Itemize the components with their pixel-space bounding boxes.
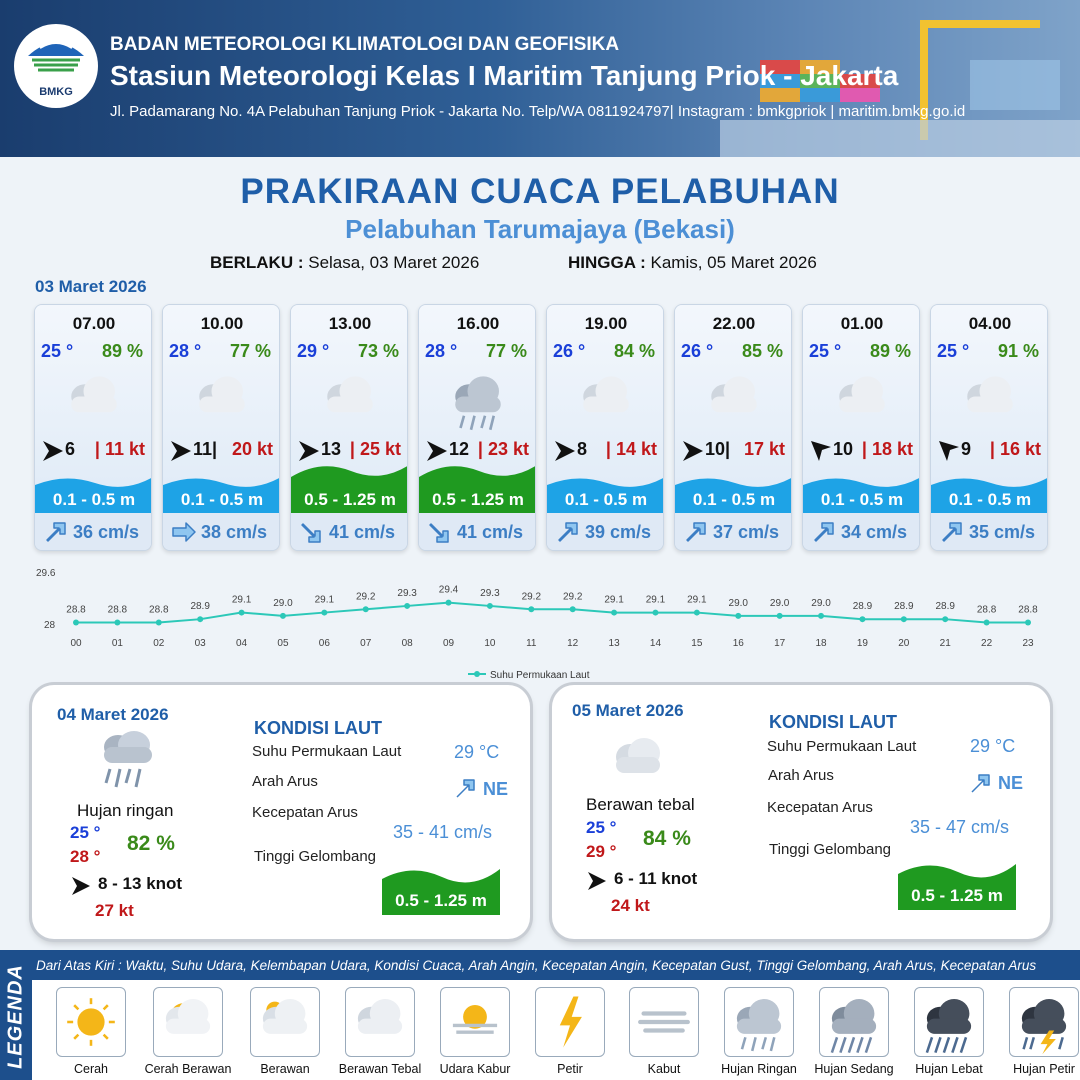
legend-label: Petir <box>522 1062 618 1076</box>
day2-humidity: 82 % <box>127 832 175 855</box>
card-weather <box>182 365 262 435</box>
day1-date: 03 Maret 2026 <box>35 277 147 296</box>
legend-item <box>629 987 699 1057</box>
x-tick-label: 00 <box>70 638 82 649</box>
hourly-card <box>162 304 280 551</box>
cerah-berawan-icon <box>154 988 222 1056</box>
card-gust: 17 kt <box>743 439 785 459</box>
card-gust: 20 kt <box>231 439 273 459</box>
day2-sea-title: KONDISI LAUT <box>254 718 382 738</box>
day2-wind: 8 - 13 knot <box>98 874 183 893</box>
data-point <box>528 606 534 612</box>
day2-sst: 29 °C <box>454 742 500 762</box>
card-current-direction <box>811 519 837 545</box>
port-name: Pelabuhan Tarumajaya (Bekasi) <box>345 214 735 244</box>
card-current-speed: 41 cm/s <box>457 522 524 542</box>
x-tick-label: 06 <box>318 638 330 649</box>
data-label: 29.1 <box>687 594 707 606</box>
card-wind-direction <box>809 439 833 463</box>
card-temperature: 26 ° <box>553 341 586 361</box>
current-arrow-ne-icon <box>555 519 581 545</box>
card-wave-height: 0.1 - 0.5 m <box>564 490 648 509</box>
data-point <box>73 620 79 626</box>
data-label: 29.3 <box>397 587 417 599</box>
data-label: 28.9 <box>894 601 914 613</box>
data-label: 29.1 <box>314 594 335 606</box>
data-point <box>652 610 658 616</box>
day3-current-speed: 35 - 47 cm/s <box>910 817 1010 837</box>
x-tick-label: 18 <box>815 638 827 649</box>
card-humidity: 77 % <box>485 341 527 361</box>
card-wind-speed: 6 <box>65 439 76 459</box>
card-wave-height: 0.1 - 0.5 m <box>692 490 776 509</box>
card-temperature: 25 ° <box>41 341 74 361</box>
card-wind-speed: 12 <box>449 439 470 459</box>
legend-item <box>914 987 984 1057</box>
bmkg-logo <box>14 24 98 108</box>
berawan-tebal-icon <box>346 988 414 1056</box>
card-current-speed: 38 cm/s <box>201 522 268 542</box>
legend-item <box>440 987 510 1057</box>
current-arrow-se-icon <box>299 519 325 545</box>
day2-condition: Hujan ringan <box>77 801 174 820</box>
legend-label: Suhu Permukaan Laut <box>490 670 590 681</box>
card-wind-direction <box>169 439 193 463</box>
data-label: 28.8 <box>1018 604 1038 616</box>
card-current-speed: 37 cm/s <box>713 522 780 542</box>
card-weather <box>438 365 518 435</box>
day3-date: 05 Maret 2026 <box>572 701 684 720</box>
berawan-tebal-icon <box>694 365 774 435</box>
day3-sea-title: KONDISI LAUT <box>769 712 897 732</box>
day3-wind: 6 - 11 knot <box>614 869 698 888</box>
data-label: 28.8 <box>66 604 86 616</box>
data-point <box>735 613 741 619</box>
data-point <box>280 613 286 619</box>
data-point <box>197 616 203 622</box>
data-label: 29.4 <box>438 584 459 596</box>
hourly-card <box>674 304 792 551</box>
card-wave-height: 0.5 - 1.25 m <box>432 490 524 509</box>
berawan-tebal-icon <box>182 365 262 435</box>
data-label: 28.9 <box>190 601 210 613</box>
data-point <box>859 616 865 622</box>
data-point <box>156 620 162 626</box>
day3-wave <box>898 862 1016 910</box>
x-tick-label: 02 <box>153 638 165 649</box>
card-wind-direction <box>297 439 321 463</box>
x-tick-label: 03 <box>194 638 206 649</box>
wind-arrow-east-icon <box>553 439 577 463</box>
x-tick-label: 04 <box>236 638 248 649</box>
card-wind-speed: 10 <box>833 439 854 459</box>
card-wind-direction <box>41 439 65 463</box>
berawan-tebal-icon <box>566 365 646 435</box>
sea-surface-temperature-chart <box>28 560 1058 690</box>
card-weather <box>54 365 134 435</box>
data-point <box>487 603 493 609</box>
data-label: 29.0 <box>273 597 293 609</box>
card-current-direction <box>427 519 453 545</box>
data-point <box>114 620 120 626</box>
x-tick-label: 13 <box>608 638 620 649</box>
card-current-speed: 35 cm/s <box>969 522 1036 542</box>
data-point <box>446 600 452 606</box>
data-label: 29.2 <box>562 591 583 603</box>
card-wind-speed: 8 <box>577 439 588 459</box>
data-label: 28.8 <box>149 604 169 616</box>
day3-humidity: 84 % <box>643 827 691 850</box>
data-point <box>818 613 824 619</box>
hourly-card <box>930 304 1048 551</box>
current-arrow-east-icon <box>171 519 197 545</box>
card-wind-speed: 9 <box>961 439 972 459</box>
data-label: 29.0 <box>728 597 748 609</box>
x-tick-label: 17 <box>774 638 786 649</box>
udara-kabur-icon <box>441 988 509 1056</box>
bmkg-emblem-icon <box>14 24 98 84</box>
card-wind-direction <box>553 439 577 463</box>
day2-current-speed-label: Kecepatan Arus <box>252 804 358 821</box>
card-current-direction <box>171 519 197 545</box>
legend-item <box>724 987 794 1057</box>
card-weather <box>566 365 646 435</box>
data-point <box>694 610 700 616</box>
day2-temp-min: 25 ° <box>70 823 101 842</box>
current-arrow-ne-icon <box>43 519 69 545</box>
berawan-tebal-icon <box>950 365 1030 435</box>
legend-item <box>345 987 415 1057</box>
legend-item <box>535 987 605 1057</box>
day2-temp-max: 28 ° <box>70 847 101 866</box>
data-label: 28.8 <box>107 604 128 616</box>
data-label: 28.9 <box>935 601 955 613</box>
wind-arrow-east-icon <box>586 870 608 892</box>
legend-label: Hujan Sedang <box>806 1062 902 1076</box>
card-weather <box>694 365 774 435</box>
hujan-petir-icon <box>1010 988 1078 1056</box>
legend-item <box>250 987 320 1057</box>
valid-to: HINGGA : Kamis, 05 Maret 2026 <box>568 253 817 272</box>
card-current-speed: 34 cm/s <box>841 522 908 542</box>
x-tick-label: 16 <box>732 638 744 649</box>
card-temperature: 28 ° <box>169 341 202 361</box>
x-tick-label: 23 <box>1022 638 1034 649</box>
hourly-card <box>34 304 152 551</box>
data-point <box>901 616 907 622</box>
agency-name: BADAN METEOROLOGI KLIMATOLOGI DAN GEOFISIKA <box>110 34 620 55</box>
legend-label: Berawan <box>237 1062 333 1076</box>
hujan-sedang-icon <box>820 988 888 1056</box>
day2-sst-label: Suhu Permukaan Laut <box>252 743 402 760</box>
day3-current-dir-label: Arah Arus <box>768 767 834 784</box>
card-gust: | 11 kt <box>94 439 145 459</box>
hujan-lebat-icon <box>915 988 983 1056</box>
header-banner <box>0 0 1080 157</box>
data-label: 29.1 <box>645 594 666 606</box>
day2-gust: 27 kt <box>95 901 134 920</box>
current-arrow-ne-icon <box>939 519 965 545</box>
card-temperature: 26 ° <box>681 341 714 361</box>
data-point <box>239 610 245 616</box>
wind-arrow-east-icon <box>297 439 321 463</box>
legend-item <box>819 987 889 1057</box>
data-point <box>570 606 576 612</box>
wind-arrow-nw-icon <box>809 439 833 463</box>
x-tick-label: 12 <box>567 638 579 649</box>
card-humidity: 89 % <box>869 341 911 361</box>
berawan-tebal-icon <box>54 365 134 435</box>
data-label: 29.1 <box>604 594 624 606</box>
hourly-card <box>290 304 408 551</box>
legend-label: Berawan Tebal <box>332 1062 428 1076</box>
card-humidity: 77 % <box>229 341 271 361</box>
hourly-card <box>546 304 664 551</box>
day3-sst-label: Suhu Permukaan Laut <box>767 738 917 755</box>
wind-arrow-nw-icon <box>937 439 961 463</box>
current-arrow-ne-icon <box>811 519 837 545</box>
x-tick-label: 01 <box>111 638 123 649</box>
data-point <box>777 613 783 619</box>
legend-label: Hujan Lebat <box>901 1062 997 1076</box>
legend-label: Udara Kabur <box>427 1062 523 1076</box>
day3-wave-label: Tinggi Gelombang <box>769 841 892 858</box>
x-tick-label: 19 <box>856 638 868 649</box>
legend-item <box>153 987 223 1057</box>
card-time: 22.00 <box>712 314 756 333</box>
data-point <box>404 603 410 609</box>
legend-description: Dari Atas Kiri : Waktu, Suhu Udara, Kelembapan Udara, Kondisi Cuaca, Arah Angin, Kecepatan Angin, Kecepatan Gust, Tinggi Gelombang, Arah Arus, Kecepatan Arus <box>36 958 1037 973</box>
card-time: 10.00 <box>200 314 244 333</box>
card-wave-height: 0.1 - 0.5 m <box>820 490 904 509</box>
card-current-speed: 39 cm/s <box>585 522 652 542</box>
day3-wave-text: 0.5 - 1.25 m <box>911 886 1003 905</box>
x-tick-label: 11 <box>526 638 537 649</box>
data-label: 29.0 <box>811 597 831 609</box>
hourly-card <box>418 304 536 551</box>
x-tick-label: 07 <box>360 638 372 649</box>
day2-wave-label: Tinggi Gelombang <box>254 848 377 865</box>
card-wind-direction <box>681 439 705 463</box>
berawan-tebal-icon <box>310 365 390 435</box>
kabut-icon <box>630 988 698 1056</box>
day2-date: 04 Maret 2026 <box>57 705 169 724</box>
card-current-direction <box>939 519 965 545</box>
berawan-icon <box>251 988 319 1056</box>
card-humidity: 85 % <box>741 341 783 361</box>
cerah-icon <box>57 988 125 1056</box>
data-label: 29.1 <box>231 594 252 606</box>
station-name: Stasiun Meteorologi Kelas I Maritim Tanjung Priok - Jakarta <box>110 60 899 91</box>
card-humidity: 73 % <box>357 341 399 361</box>
legend-icons <box>32 980 1080 1080</box>
x-tick-label: 14 <box>649 638 662 649</box>
current-arrow-ne-icon <box>683 519 709 545</box>
wind-arrow-east-icon <box>41 439 65 463</box>
wind-arrow-east-icon <box>681 439 705 463</box>
page-title: PRAKIRAAN CUACA PELABUHAN <box>240 172 840 211</box>
legend-label: Hujan Petir <box>996 1062 1080 1076</box>
current-arrow-ne-icon <box>453 777 477 801</box>
card-wave-height: 0.5 - 1.25 m <box>304 490 396 509</box>
hujan-ringan-icon <box>438 365 518 435</box>
card-humidity: 89 % <box>101 341 143 361</box>
card-weather <box>822 365 902 435</box>
series-line <box>76 603 1028 623</box>
day3-current-speed-label: Kecepatan Arus <box>767 799 873 816</box>
x-tick-label: 21 <box>939 638 951 649</box>
hujan-ringan-icon <box>90 725 160 795</box>
card-wind-speed: 10| <box>705 439 731 459</box>
card-time: 19.00 <box>584 314 628 333</box>
legend-item <box>1009 987 1079 1057</box>
legend-marker <box>474 671 480 677</box>
hujan-ringan-icon <box>725 988 793 1056</box>
berawan-tebal-icon <box>608 733 666 781</box>
data-label: 28.8 <box>976 604 997 616</box>
data-point <box>611 610 617 616</box>
legend-label: Kabut <box>616 1062 712 1076</box>
x-tick-label: 10 <box>484 638 496 649</box>
card-gust: | 25 kt <box>349 439 401 459</box>
card-time: 04.00 <box>968 314 1012 333</box>
hourly-card <box>802 304 920 551</box>
valid-from: BERLAKU : Selasa, 03 Maret 2026 <box>210 253 480 272</box>
day2-wave-text: 0.5 - 1.25 m <box>395 891 487 910</box>
card-gust: | 18 kt <box>861 439 913 459</box>
day2-current-speed: 35 - 41 cm/s <box>393 822 493 842</box>
data-point <box>984 620 990 626</box>
legend-item <box>56 987 126 1057</box>
card-wind-direction <box>937 439 961 463</box>
data-point <box>1025 620 1031 626</box>
card-wind-speed: 13 <box>321 439 342 459</box>
day2-wave <box>382 867 500 915</box>
card-time: 13.00 <box>328 314 372 333</box>
card-gust: | 14 kt <box>605 439 657 459</box>
x-tick-label: 15 <box>691 638 703 649</box>
day2-current-dir: NE <box>483 779 509 799</box>
card-humidity: 84 % <box>613 341 655 361</box>
wind-arrow-east-icon <box>425 439 449 463</box>
card-weather <box>950 365 1030 435</box>
legend-label: Cerah Berawan <box>140 1062 236 1076</box>
y-tick-label: 28 <box>44 620 56 631</box>
day2-panel <box>32 685 530 939</box>
card-humidity: 91 % <box>997 341 1039 361</box>
card-temperature: 29 ° <box>297 341 330 361</box>
day3-gust: 24 kt <box>611 896 650 915</box>
card-gust: | 16 kt <box>989 439 1041 459</box>
day3-condition: Berawan tebal <box>586 795 695 814</box>
card-temperature: 28 ° <box>425 341 458 361</box>
card-wind-direction <box>425 439 449 463</box>
card-time: 16.00 <box>456 314 500 333</box>
petir-icon <box>536 988 604 1056</box>
data-label: 29.2 <box>356 591 376 603</box>
card-current-speed: 36 cm/s <box>73 522 140 542</box>
x-tick-label: 05 <box>277 638 289 649</box>
card-wave-height: 0.1 - 0.5 m <box>180 490 264 509</box>
legend-title: LEGENDA <box>4 964 27 1069</box>
legend-label: Hujan Ringan <box>711 1062 807 1076</box>
card-wave-height: 0.1 - 0.5 m <box>948 490 1032 509</box>
data-label: 28.9 <box>852 601 873 613</box>
card-weather <box>310 365 390 435</box>
logo-text: BMKG <box>39 86 73 98</box>
card-time: 07.00 <box>72 314 116 333</box>
day3-temp-max: 29 ° <box>586 842 617 861</box>
data-label: 29.0 <box>769 597 790 609</box>
data-point <box>321 610 327 616</box>
card-wind-speed: 11| <box>193 439 218 459</box>
x-tick-label: 09 <box>442 638 455 649</box>
station-address: Jl. Padamarang No. 4A Pelabuhan Tanjung Priok - Jakarta No. Telp/WA 0811924797| Instagram : bmkgpriok | maritim.bmkg.go.id <box>110 103 966 120</box>
legend-label: Cerah <box>43 1062 139 1076</box>
day3-panel <box>552 685 1050 939</box>
wind-arrow-east-icon <box>70 875 92 897</box>
day3-sst: 29 °C <box>970 736 1016 756</box>
card-time: 01.00 <box>840 314 884 333</box>
day3-current-dir: NE <box>998 773 1024 793</box>
card-current-direction <box>555 519 581 545</box>
card-wave-height: 0.1 - 0.5 m <box>52 490 136 509</box>
day3-temp-min: 25 ° <box>586 818 617 837</box>
current-arrow-ne-icon <box>968 772 992 796</box>
x-tick-label: 22 <box>981 638 993 649</box>
card-current-direction <box>299 519 325 545</box>
card-current-speed: 41 cm/s <box>329 522 396 542</box>
data-point <box>942 616 948 622</box>
card-gust: | 23 kt <box>477 439 529 459</box>
data-label: 29.3 <box>480 587 500 599</box>
current-arrow-se-icon <box>427 519 453 545</box>
data-label: 29.2 <box>521 591 542 603</box>
card-current-direction <box>683 519 709 545</box>
card-temperature: 25 ° <box>809 341 842 361</box>
data-point <box>363 606 369 612</box>
x-tick-label: 20 <box>898 638 910 649</box>
berawan-tebal-icon <box>822 365 902 435</box>
wind-arrow-east-icon <box>169 439 193 463</box>
card-current-direction <box>43 519 69 545</box>
y-tick-label: 29.6 <box>36 568 56 579</box>
day2-current-dir-label: Arah Arus <box>252 773 318 790</box>
card-temperature: 25 ° <box>937 341 970 361</box>
x-tick-label: 08 <box>401 638 413 649</box>
